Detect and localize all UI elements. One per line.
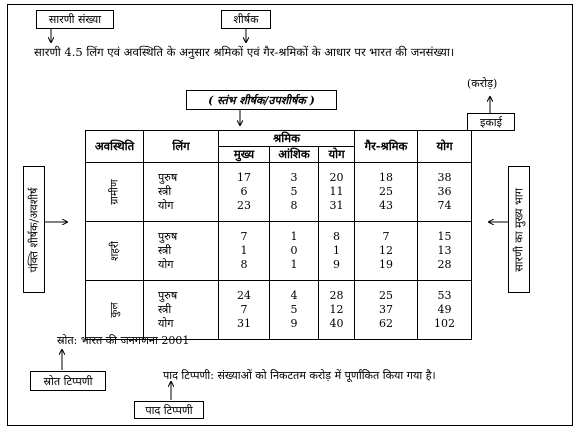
label-column-heading: ( स्तंभ शीर्षक/उपशीर्षक ): [186, 90, 337, 110]
group-label: [86, 281, 144, 340]
table-cell: 18: [379, 171, 393, 184]
table-cell: 7: [382, 230, 390, 243]
table-cell: 12: [379, 244, 393, 257]
table-title: सारणी 4.5 लिंग एवं अवस्थिति के अनुसार श्रमिकों एवं गैर-श्रमिकों के आधार पर भारत की जनसंख्या।: [34, 45, 455, 59]
table-cell: पुरुष: [158, 171, 178, 184]
group-label: [86, 222, 144, 281]
cell-subtotal: [319, 163, 355, 222]
table-cell: 37: [379, 303, 393, 316]
data-table: [85, 130, 472, 340]
table-cell: 7: [240, 303, 248, 316]
table-cell: 8: [290, 199, 298, 212]
table-cell: 13: [437, 244, 452, 257]
table-cell: 40: [329, 317, 344, 330]
group-name: शहरी: [108, 241, 121, 261]
table-cell: 1: [240, 244, 248, 257]
cell-gender: [144, 281, 219, 340]
table-cell: 17: [237, 171, 251, 184]
table-cell: 12: [329, 303, 344, 316]
table-cell: 1: [290, 230, 298, 243]
cell-main: [219, 281, 270, 340]
table-cell: योग: [158, 317, 174, 330]
table-cell: 31: [329, 199, 344, 212]
table-cell: 15: [437, 230, 452, 243]
table-cell: 11: [329, 185, 344, 198]
cell-subtotal: [319, 281, 355, 340]
table-cell: 7: [240, 230, 248, 243]
table-cell: 49: [437, 303, 452, 316]
label-title: शीर्षक: [221, 10, 271, 29]
table-cell: 4: [290, 289, 298, 302]
cell-total: [418, 222, 472, 281]
table-cell: 28: [437, 258, 452, 271]
table-cell: 1: [333, 244, 340, 257]
table-group-row: [86, 281, 472, 340]
source-text: स्रोत: भारत की जनगणना 2001: [57, 334, 190, 347]
label-row-heading: पंक्ति शीर्षक/अवशीर्ष: [23, 166, 45, 293]
cell-main: [219, 163, 270, 222]
table-cell: 1: [290, 258, 298, 271]
table-cell: 43: [379, 199, 393, 212]
table-cell: 31: [237, 317, 251, 330]
table-cell: स्त्री: [158, 185, 172, 198]
header-main: मुख्य: [219, 147, 270, 163]
group-name: कुल: [108, 302, 121, 318]
label-footnote: पाद टिप्पणी: [134, 401, 204, 419]
table-cell: योग: [158, 199, 174, 212]
table-group-row: [86, 163, 472, 222]
table-cell: 0: [290, 244, 298, 257]
table-cell: 24: [237, 289, 251, 302]
footnote-text: पाद टिप्पणी: संख्याओं को निकटतम करोड़ में पूर्णांकित किया गया है।: [163, 369, 436, 382]
table-cell: 74: [437, 199, 452, 212]
cell-gender: [144, 163, 219, 222]
table-cell: 5: [290, 303, 298, 316]
table-cell: 102: [434, 317, 455, 330]
unit-value: (करोड़): [467, 77, 498, 90]
cell-total: [418, 281, 472, 340]
cell-subtotal: [319, 222, 355, 281]
table-cell: 9: [333, 258, 340, 271]
table-cell: पुरुष: [158, 230, 178, 243]
header-gender: लिंग: [144, 131, 219, 163]
table-cell: योग: [158, 258, 174, 271]
table-cell: 8: [333, 230, 340, 243]
cell-total: [418, 163, 472, 222]
label-table-body: सारणी का मुख्य भाग: [508, 166, 530, 293]
cell-non-workers: [355, 222, 418, 281]
table-cell: 62: [379, 317, 393, 330]
cell-main: [219, 222, 270, 281]
table-cell: पुरुष: [158, 289, 178, 302]
header-marginal: आंशिक: [270, 147, 319, 163]
cell-non-workers: [355, 281, 418, 340]
header-workers: श्रमिक: [219, 131, 355, 147]
label-unit: इकाई: [467, 113, 515, 131]
table-cell: 36: [437, 185, 452, 198]
table-cell: 23: [237, 199, 251, 212]
table-cell: स्त्री: [158, 303, 172, 316]
table-cell: 38: [437, 171, 452, 184]
table-cell: 6: [240, 185, 248, 198]
header-non-workers: गैर-श्रमिक: [355, 131, 418, 163]
table-cell: 53: [437, 289, 452, 302]
cell-non-workers: [355, 163, 418, 222]
group-name: ग्रामीण: [108, 179, 121, 205]
label-table-number: सारणी संख्या: [36, 10, 114, 29]
label-source-note: स्रोत टिप्पणी: [30, 371, 106, 391]
table-cell: 3: [290, 171, 298, 184]
cell-gender: [144, 222, 219, 281]
table-cell: 5: [290, 185, 298, 198]
cell-marginal: [270, 163, 319, 222]
table-cell: 9: [290, 317, 298, 330]
table-cell: 25: [379, 185, 393, 198]
table-cell: 8: [240, 258, 248, 271]
group-label: [86, 163, 144, 222]
table-cell: स्त्री: [158, 244, 172, 257]
table-cell: 20: [329, 171, 344, 184]
header-subtotal: योग: [319, 147, 355, 163]
cell-marginal: [270, 222, 319, 281]
table-cell: 28: [329, 289, 344, 302]
cell-marginal: [270, 281, 319, 340]
table-group-row: [86, 222, 472, 281]
header-total: योग: [418, 131, 472, 163]
table-cell: 25: [379, 289, 393, 302]
table-cell: 19: [379, 258, 393, 271]
header-location: अवस्थिति: [86, 131, 144, 163]
